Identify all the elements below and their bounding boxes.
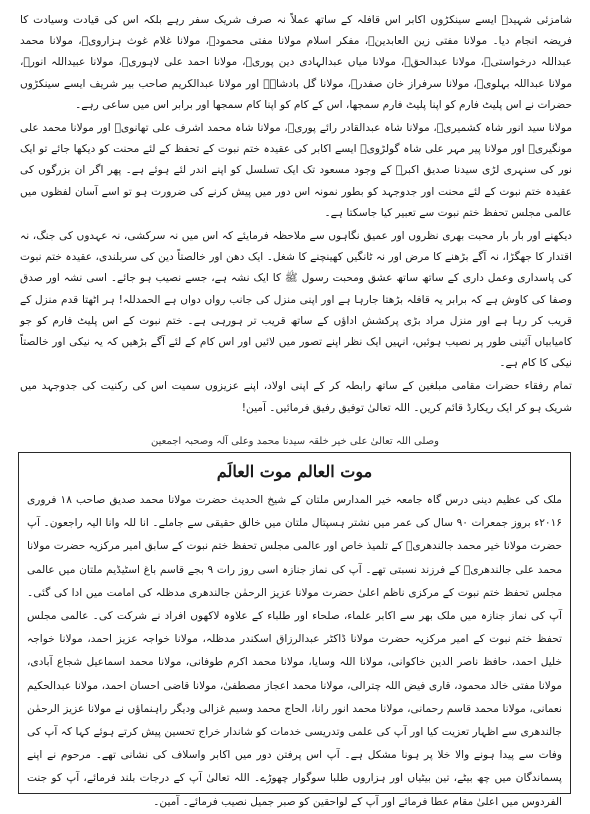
article-paragraph: دیکھنے اور بار بار محبت بھری نظروں اور عمیق نگاہوں سے ملاحظہ فرمایئے کہ اس میں نہ سرکشی، نہ عہدوں کی جنگ، نہ اقتدار کا جھگڑا، نہ آگے بڑھنے کا مرض اور نہ ٹانگیں کھینچنے کا شغل۔ ایک دھن اور خالصتاً دین کی سربلندی، عقیدہ ختم نبوت کی پاسداری وعمل داری کے ساتھ ساتھ عشق ومحبت رسول ﷺ کا ایک نشہ ہے، جسے نصیب ہو جائے۔ اسی نشہ اور صدق وصفا کی کاوش ہے کہ برابر یہ قافلہ بڑھتا جارہا ہے اور اپنی منزل کی جانب رواں دواں ہے الحمدللہ! ہر اٹھتا قدم منزل کے قریب کر رہا ہے اور منزل مراد بڑی پرکشش اداؤں کے ساتھ قریب تر ہورہی ہے۔ ختم نبوت کے اس پلیٹ فارم کو جو کامیابیاں آئینی طور پر نصیب ہوئیں، انہیں ایک نظر اپنے تصور میں لائیں اور اس کام کے لئے آگے بڑھیں کہ یہ نیکی اور خالصتاً نیکی کا کام ہے۔ bbox=[20, 230, 572, 370]
closing-benediction: وصلی اللہ تعالیٰ علی خیر خلقہ سیدنا محمد وعلی آلہ وصحبہ اجمعین bbox=[151, 436, 439, 447]
article-paragraph: شامزئی شہیدؒ ایسے سینکڑوں اکابر اس قافلہ کے ساتھ عملاً نہ صرف شریک سفر رہے بلکہ اس کی قیادت وسیادت کا فریضہ انجام دیا۔ مولانا مفتی زین العابدینؒ، مفکر اسلام مولانا مفتی محمودؒ، مولانا غلام غوث ہزارویؒ، مولانا محمد عبداللہ درخواستیؒ، مولانا عبدالحقؒ، مولانا میاں عبدالہادی دین پوریؒ، مولانا احمد علی لاہوریؒ، مولانا عبیداللہ انورؒ، مولانا عبداللہ بہلویؒ، مولانا سرفراز خان صفدرؒ، مولانا گل بادشاہؒ اور مولانا عبدالکریم صاحب بیر شریف ایسے سینکڑوں حضرات نے اس پلیٹ فارم کو اپنا پلیٹ فارم سمجھا، اس کے کام کو اپنا کام سمجھا اور برابر اس میں ساعی رہے۔ bbox=[20, 14, 572, 111]
obituary-title: موت العالم موت العالَم bbox=[216, 462, 373, 481]
article-body bbox=[20, 10, 572, 421]
article-paragraph: مولانا سید انور شاہ کشمیریؒ، مولانا شاہ عبدالقادر رائے پوریؒ، مولانا شاہ محمد اشرف علی تھانویؒ اور مولانا محمد علی مونگیریؒ اور مولانا پیر مہر علی شاہ گولڑویؒ ایسے اکابر کی عقیدہ ختم نبوت کے تحفظ کے لئے محنت کو دیکھا جائے تو ایک نور کی سنہری لڑی سیدنا صدیق اکبرؓ کے وجود مسعود تک ایک تسلسل کو اپنے اندر لئے ہوئے ہے۔ پھر اگر ان بزرگوں کی عقیدہ ختم نبوت کے لئے محنت اور جدوجہد کو بطور نمونہ اس دور میں پیش کرنے کی ضرورت ہو تو اسے آسان لفظوں میں عالمی مجلس تحفظ ختم نبوت سے تعبیر کیا جاسکتا ہے۔ bbox=[20, 122, 572, 219]
obituary-box bbox=[18, 452, 571, 808]
obituary-text: ملک کی عظیم دینی درس گاہ جامعہ خیر المدارس ملتان کے شیخ الحدیث حضرت مولانا محمد صدیق صاحب ۱۸ فروری ۲۰۱۶ء بروز جمعرات ۹۰ سال کی عمر میں نشتر ہسپتال ملتان میں خالق حقیقی سے جاملے۔ انا للہ وانا الیہ راجعون۔ آپ حضرت مولانا خیر محمد جالندھریؒ کے تلمیذ خاص اور عالمی مجلس تحفظ ختم نبوت کے سابق امیر مرکزیہ حضرت مولانا محمد علی جالندھریؒ کے فرزند نسبتی تھے۔ آپ کی نماز جنازہ اسی روز رات ۹ بجے قاسم باغ اسٹیڈیم ملتان میں عالمی مجلس تحفظ ختم نبوت کے مرکزی ناظم اعلیٰ حضرت مولانا عزیز الرحمٰن جالندھری مدظلہ کی امامت میں ادا کی گئی۔ آپ کی نماز جنازہ میں ملک بھر سے اکابر علماء، صلحاء اور طلباء کے علاوہ لاکھوں افراد نے شرکت کی۔ عالمی مجلس تحفظ ختم نبوت کے امیر مرکزیہ حضرت مولانا ڈاکٹر عبدالرزاق اسکندر مدظلہ، مولانا خواجہ عزیز احمد، مولانا خواجہ خلیل احمد، حافظ ناصر الدین خاکوانی، مولانا اللہ وسایا، مولانا محمد اکرم طوفانی، مولانا محمد اسماعیل شجاع آبادی، مولانا مفتی خالد محمود، قاری فیض اللہ چترالی، مولانا محمد اعجاز مصطفیٰ، مولانا قاضی احسان احمد، مولانا عبدالحکیم نعمانی، مولانا محمد قاسم رحمانی، مولانا محمد انور رانا، الحاج محمد وسیم غزالی ودیگر راہنماؤں نے مولانا عزیز الرحمٰن جالندھری سے اظہار تعزیت کیا اور آپ کی علمی وتدریسی خدمات کو شاندار خراج تحسین پیش کرتے ہوئے کہا کہ آپ کی وفات سے پیدا ہونے والا خلا پر ہونا مشکل ہے۔ آپ اس پرفتن دور میں اکابر واسلاف کی نشانی تھے۔ مرحوم نے اپنے پسماندگان میں چھ بیٹے، تین بیٹیاں اور ہزاروں طلبا سوگوار چھوڑے۔ اللہ تعالیٰ آپ کے درجات بلند فرمائے، آپ کو جنت الفردوس میں اعلیٰ مقام عطا فرمائے اور آپ کے لواحقین کو صبر جمیل نصیب فرمائے۔ آمین۔ bbox=[26, 494, 563, 808]
article-paragraph: تمام رفقاء حضرات مقامی مبلغین کے ساتھ رابطہ کر کے اپنی اولاد، اپنے عزیزوں سمیت اس کی رکنیت کی جدوجہد میں شریک ہو کر ایک ریکارڈ قائم کریں۔ اللہ تعالیٰ توفیق رفیق فرمائیں۔ آمین! bbox=[20, 380, 572, 414]
